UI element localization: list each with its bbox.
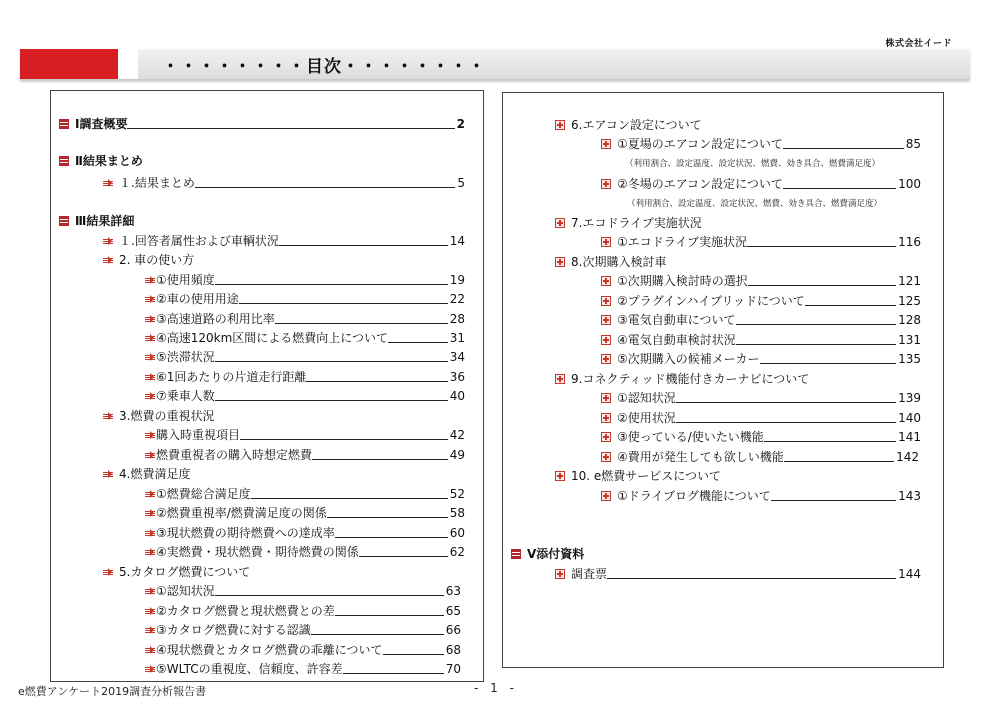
plus-bullet-icon — [601, 393, 611, 403]
arrow-bullet-icon — [145, 392, 155, 401]
arrow-bullet-icon — [145, 276, 155, 285]
toc-entry-s3-2-4[interactable]: ④高速120km区間による燃費向上について 31 — [145, 331, 465, 345]
plus-bullet-icon — [601, 237, 611, 247]
plus-bullet-icon — [555, 374, 565, 384]
arrow-bullet-icon — [103, 179, 113, 188]
toc-entry-s3-3-1[interactable]: 購入時重視項目 42 — [145, 428, 465, 442]
toc-entry-s9-1[interactable]: ①認知状況 139 — [601, 391, 921, 405]
plus-bullet-icon — [601, 335, 611, 345]
toc-entry-s3-2-1[interactable]: ①使用頻度 19 — [145, 273, 465, 287]
toc-entry-s3-5-2[interactable]: ②カタログ燃費と現状燃費との差 65 — [145, 604, 461, 618]
toc-heading-s3-2[interactable]: 2. 車の使い方 — [103, 253, 194, 267]
arrow-bullet-icon — [145, 373, 155, 382]
arrow-bullet-icon — [103, 256, 113, 265]
toc-heading-s3-3[interactable]: 3.燃費の重視状況 — [103, 409, 214, 423]
plus-bullet-icon — [601, 139, 611, 149]
arrow-bullet-icon — [145, 451, 155, 460]
plus-bullet-icon — [555, 471, 565, 481]
company-name: 株式会社イード — [885, 39, 952, 49]
toc-heading-s8[interactable]: 8.次期購入検討車 — [555, 255, 666, 269]
page-title: ・・・・・・・・目次・・・・・・・・ — [162, 57, 486, 77]
toc-entry-s8-4[interactable]: ④電気自動車検討状況 131 — [601, 333, 921, 347]
toc-entry-s3-4-1[interactable]: ①燃費総合満足度 52 — [145, 487, 465, 501]
toc-entry-s9-3[interactable]: ③使っている/使いたい機能 141 — [601, 430, 921, 444]
toc-right-column — [502, 92, 944, 668]
toc-heading-s5[interactable]: Ⅴ添付資料 — [511, 547, 584, 561]
plus-bullet-icon — [555, 569, 565, 579]
square-bullet-icon — [511, 549, 521, 559]
toc-entry-s10-1[interactable]: ①ドライブログ機能について 143 — [601, 489, 921, 503]
arrow-bullet-icon — [103, 470, 113, 479]
toc-entry-s3-4-3[interactable]: ③現状燃費の期待燃費への達成率 60 — [145, 526, 465, 540]
toc-entry-s3-4-4[interactable]: ④実燃費・現状燃費・期待燃費の関係 62 — [145, 545, 465, 559]
toc-entry-s5-1[interactable]: 調査票 144 — [555, 567, 921, 581]
toc-entry-s1[interactable]: Ⅰ調査概要 2 — [59, 117, 465, 131]
plus-bullet-icon — [601, 432, 611, 442]
arrow-bullet-icon — [145, 315, 155, 324]
toc-entry-s3-5-4[interactable]: ④現状燃費とカタログ燃費の乖離について 68 — [145, 643, 461, 657]
toc-left-column — [50, 90, 484, 682]
toc-entry-s9-2[interactable]: ②使用状況 140 — [601, 411, 921, 425]
arrow-bullet-icon — [145, 334, 155, 343]
report-title-footer: e燃費アンケート2019調査分析報告書 — [18, 685, 207, 698]
toc-entry-s3-2-2[interactable]: ②車の使用用途 22 — [145, 292, 465, 306]
arrow-bullet-icon — [145, 665, 155, 674]
toc-entry-s6-2[interactable]: ②冬場のエアコン設定について 100 — [601, 177, 921, 191]
toc-entry-s3-5-5[interactable]: ⑤WLTCの重視度、信頼度、許容差 70 — [145, 662, 461, 676]
toc-entry-s3-2-6[interactable]: ⑥1回あたりの片道走行距離 36 — [145, 370, 465, 384]
arrow-bullet-icon — [145, 626, 155, 635]
title-accent-block — [20, 49, 118, 79]
plus-bullet-icon — [555, 257, 565, 267]
toc-heading-s10[interactable]: 10. e燃費サービスについて — [555, 469, 721, 483]
toc-entry-s3-5-3[interactable]: ③カタログ燃費に対する認識 66 — [145, 623, 461, 637]
toc-heading-s3[interactable]: Ⅲ結果詳細 — [59, 214, 134, 228]
arrow-bullet-icon — [145, 509, 155, 518]
arrow-bullet-icon — [145, 353, 155, 362]
arrow-bullet-icon — [145, 607, 155, 616]
square-bullet-icon — [59, 216, 69, 226]
page-number: - 1 - — [474, 681, 518, 695]
toc-entry-s3-1[interactable]: １.回答者属性および車輌状況 14 — [103, 234, 465, 248]
toc-note-s6-1: （利用割合、設定温度、設定状況、燃費、効き具合、燃費満足度） — [625, 159, 881, 169]
plus-bullet-icon — [601, 354, 611, 364]
toc-entry-s8-5[interactable]: ⑤次期購入の候補メーカー 135 — [601, 352, 921, 366]
arrow-bullet-icon — [145, 646, 155, 655]
toc-heading-s9[interactable]: 9.コネクティッド機能付きカーナビについて — [555, 372, 809, 386]
plus-bullet-icon — [601, 452, 611, 462]
arrow-bullet-icon — [145, 431, 155, 440]
toc-note-s6-2: （利用割合、設定温度、設定状況、燃費、効き具合、燃費満足度） — [627, 199, 883, 209]
toc-entry-s2-1[interactable]: １.結果まとめ 5 — [103, 176, 465, 190]
plus-bullet-icon — [601, 276, 611, 286]
toc-entry-s6-1[interactable]: ①夏場のエアコン設定について 85 — [601, 137, 921, 151]
toc-heading-s6[interactable]: 6.エアコン設定について — [555, 118, 702, 132]
arrow-bullet-icon — [103, 237, 113, 246]
toc-entry-s3-2-3[interactable]: ③高速道路の利用比率 28 — [145, 312, 465, 326]
toc-entry-s3-2-5[interactable]: ⑤渋滞状況 34 — [145, 350, 465, 364]
arrow-bullet-icon — [103, 568, 113, 577]
toc-heading-s3-4[interactable]: 4.燃費満足度 — [103, 467, 190, 481]
arrow-bullet-icon — [145, 295, 155, 304]
toc-entry-s8-1[interactable]: ①次期購入検討時の選択 121 — [601, 274, 921, 288]
title-bar — [20, 49, 970, 80]
toc-entry-s3-2-7[interactable]: ⑦乗車人数 40 — [145, 389, 465, 403]
arrow-bullet-icon — [145, 548, 155, 557]
toc-entry-s3-4-2[interactable]: ②燃費重視率/燃費満足度の関係 58 — [145, 506, 465, 520]
toc-heading-s2[interactable]: Ⅱ結果まとめ — [59, 154, 143, 168]
arrow-bullet-icon — [145, 490, 155, 499]
square-bullet-icon — [59, 119, 69, 129]
plus-bullet-icon — [555, 218, 565, 228]
arrow-bullet-icon — [145, 587, 155, 596]
toc-entry-s8-3[interactable]: ③電気自動車について 128 — [601, 313, 921, 327]
toc-entry-s3-5-1[interactable]: ①認知状況 63 — [145, 584, 461, 598]
square-bullet-icon — [59, 156, 69, 166]
toc-entry-s8-2[interactable]: ②プラグインハイブリッドについて 125 — [601, 294, 921, 308]
plus-bullet-icon — [601, 413, 611, 423]
toc-entry-s7-1[interactable]: ①エコドライブ実施状況 116 — [601, 235, 921, 249]
plus-bullet-icon — [601, 296, 611, 306]
arrow-bullet-icon — [145, 529, 155, 538]
toc-heading-s3-5[interactable]: 5.カタログ燃費について — [103, 565, 250, 579]
toc-entry-s3-3-2[interactable]: 燃費重視者の購入時想定燃費 49 — [145, 448, 465, 462]
toc-entry-s9-4[interactable]: ④費用が発生しても欲しい機能 142 — [601, 450, 919, 464]
plus-bullet-icon — [601, 179, 611, 189]
plus-bullet-icon — [601, 491, 611, 501]
toc-heading-s7[interactable]: 7.エコドライブ実施状況 — [555, 216, 702, 230]
plus-bullet-icon — [555, 120, 565, 130]
arrow-bullet-icon — [103, 412, 113, 421]
plus-bullet-icon — [601, 315, 611, 325]
